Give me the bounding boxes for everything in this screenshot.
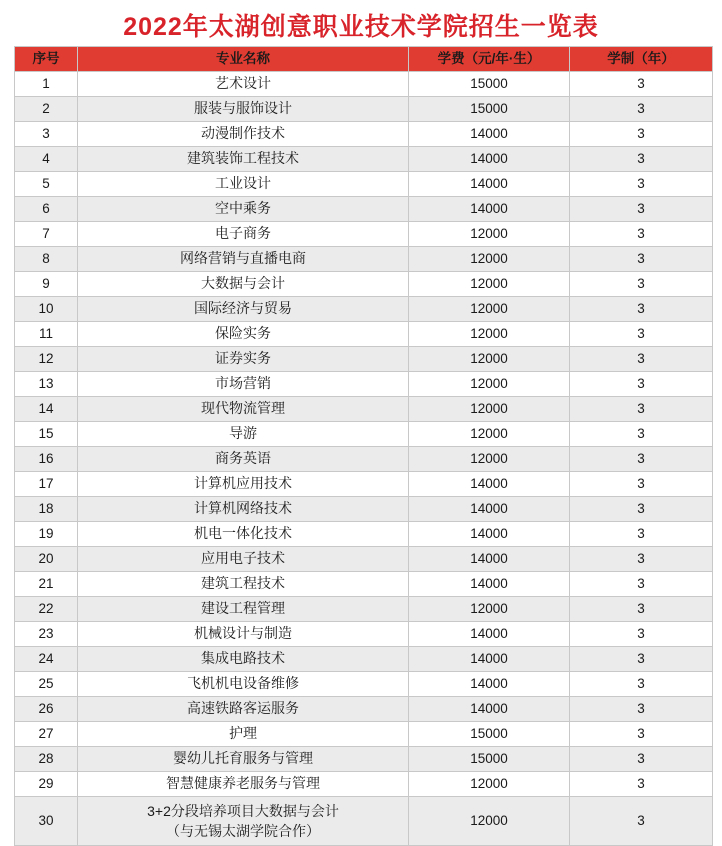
cell-no: 21	[15, 572, 78, 597]
cell-major: 现代物流管理	[78, 397, 409, 422]
cell-no: 1	[15, 72, 78, 97]
cell-no: 13	[15, 372, 78, 397]
cell-no: 7	[15, 222, 78, 247]
table-row	[15, 772, 713, 797]
cell-fee: 12000	[409, 322, 570, 347]
table-row	[15, 372, 713, 397]
table-row	[15, 622, 713, 647]
cell-major: 保险实务	[78, 322, 409, 347]
table-row	[15, 122, 713, 147]
cell-length: 3	[570, 147, 713, 172]
cell-major: 建筑工程技术	[78, 572, 409, 597]
cell-fee: 12000	[409, 297, 570, 322]
cell-major: 婴幼儿托育服务与管理	[78, 747, 409, 772]
column-header-no: 序号	[15, 47, 78, 72]
cell-length: 3	[570, 97, 713, 122]
admissions-table	[14, 46, 713, 846]
cell-length: 3	[570, 772, 713, 797]
cell-fee: 15000	[409, 722, 570, 747]
table-row	[15, 722, 713, 747]
column-header-fee: 学费（元/年·生）	[409, 47, 570, 72]
table-row	[15, 347, 713, 372]
table-body	[15, 72, 713, 846]
table-row	[15, 222, 713, 247]
cell-fee: 12000	[409, 772, 570, 797]
cell-fee: 12000	[409, 247, 570, 272]
cell-length: 3	[570, 472, 713, 497]
cell-length: 3	[570, 697, 713, 722]
cell-major: 飞机机电设备维修	[78, 672, 409, 697]
table-row	[15, 747, 713, 772]
cell-fee: 12000	[409, 222, 570, 247]
cell-no: 4	[15, 147, 78, 172]
cell-major: 空中乘务	[78, 197, 409, 222]
cell-length: 3	[570, 622, 713, 647]
cell-fee: 14000	[409, 647, 570, 672]
cell-fee: 15000	[409, 72, 570, 97]
table-row	[15, 172, 713, 197]
cell-fee: 14000	[409, 497, 570, 522]
cell-length: 3	[570, 572, 713, 597]
cell-length: 3	[570, 322, 713, 347]
cell-fee: 15000	[409, 97, 570, 122]
cell-no: 24	[15, 647, 78, 672]
table-row	[15, 297, 713, 322]
table-row	[15, 447, 713, 472]
cell-length: 3	[570, 72, 713, 97]
cell-major: 建设工程管理	[78, 597, 409, 622]
cell-no: 29	[15, 772, 78, 797]
table-row	[15, 322, 713, 347]
cell-length: 3	[570, 247, 713, 272]
cell-fee: 14000	[409, 197, 570, 222]
cell-no: 19	[15, 522, 78, 547]
table-row	[15, 797, 713, 846]
cell-fee: 12000	[409, 447, 570, 472]
cell-fee: 12000	[409, 597, 570, 622]
cell-length: 3	[570, 597, 713, 622]
cell-no: 30	[15, 797, 78, 846]
cell-major: 机械设计与制造	[78, 622, 409, 647]
table-header	[15, 47, 713, 72]
cell-major: 建筑装饰工程技术	[78, 147, 409, 172]
table-row	[15, 647, 713, 672]
cell-no: 17	[15, 472, 78, 497]
cell-fee: 14000	[409, 122, 570, 147]
cell-major: 国际经济与贸易	[78, 297, 409, 322]
cell-major-line1: 3+2分段培养项目大数据与会计	[147, 802, 339, 819]
cell-major: 集成电路技术	[78, 647, 409, 672]
cell-major: 网络营销与直播电商	[78, 247, 409, 272]
table-row	[15, 422, 713, 447]
cell-major: 工业设计	[78, 172, 409, 197]
cell-no: 8	[15, 247, 78, 272]
cell-fee: 12000	[409, 422, 570, 447]
cell-no: 10	[15, 297, 78, 322]
cell-no: 28	[15, 747, 78, 772]
cell-fee: 14000	[409, 547, 570, 572]
cell-fee: 14000	[409, 622, 570, 647]
cell-length: 3	[570, 122, 713, 147]
cell-fee: 14000	[409, 572, 570, 597]
cell-length: 3	[570, 447, 713, 472]
cell-length: 3	[570, 347, 713, 372]
cell-fee: 14000	[409, 672, 570, 697]
cell-fee: 14000	[409, 697, 570, 722]
table-row	[15, 497, 713, 522]
cell-fee: 14000	[409, 172, 570, 197]
cell-major: 计算机网络技术	[78, 497, 409, 522]
cell-no: 26	[15, 697, 78, 722]
cell-major: 动漫制作技术	[78, 122, 409, 147]
cell-no: 27	[15, 722, 78, 747]
cell-major: 导游	[78, 422, 409, 447]
table-row	[15, 672, 713, 697]
cell-major-line2: （与无锡太湖学院合作）	[166, 823, 320, 839]
table-row	[15, 522, 713, 547]
cell-fee: 14000	[409, 522, 570, 547]
cell-no: 16	[15, 447, 78, 472]
table-container	[0, 46, 722, 846]
cell-fee: 15000	[409, 747, 570, 772]
cell-length: 3	[570, 222, 713, 247]
cell-fee: 14000	[409, 472, 570, 497]
column-header-major: 专业名称	[78, 47, 409, 72]
cell-no: 20	[15, 547, 78, 572]
cell-fee: 12000	[409, 272, 570, 297]
cell-major: 高速铁路客运服务	[78, 697, 409, 722]
table-header-row	[15, 47, 713, 72]
cell-no: 9	[15, 272, 78, 297]
cell-length: 3	[570, 372, 713, 397]
cell-length: 3	[570, 297, 713, 322]
cell-major: 机电一体化技术	[78, 522, 409, 547]
cell-no: 18	[15, 497, 78, 522]
cell-major	[78, 797, 409, 846]
cell-length: 3	[570, 547, 713, 572]
cell-fee: 12000	[409, 797, 570, 846]
cell-length: 3	[570, 647, 713, 672]
table-row	[15, 247, 713, 272]
cell-length: 3	[570, 522, 713, 547]
cell-no: 3	[15, 122, 78, 147]
cell-length: 3	[570, 422, 713, 447]
cell-major: 电子商务	[78, 222, 409, 247]
cell-no: 2	[15, 97, 78, 122]
cell-length: 3	[570, 747, 713, 772]
cell-length: 3	[570, 172, 713, 197]
cell-no: 12	[15, 347, 78, 372]
cell-major: 商务英语	[78, 447, 409, 472]
cell-length: 3	[570, 722, 713, 747]
table-row	[15, 72, 713, 97]
cell-major: 艺术设计	[78, 72, 409, 97]
table-row	[15, 147, 713, 172]
page-title-bar	[0, 0, 722, 46]
cell-length: 3	[570, 272, 713, 297]
column-header-length: 学制（年）	[570, 47, 713, 72]
cell-fee: 12000	[409, 347, 570, 372]
cell-fee: 14000	[409, 147, 570, 172]
cell-length: 3	[570, 672, 713, 697]
table-row	[15, 272, 713, 297]
cell-no: 22	[15, 597, 78, 622]
cell-no: 25	[15, 672, 78, 697]
table-row	[15, 97, 713, 122]
cell-length: 3	[570, 197, 713, 222]
page-title: 2022年太湖创意职业技术学院招生一览表	[123, 13, 599, 41]
cell-major: 大数据与会计	[78, 272, 409, 297]
cell-no: 6	[15, 197, 78, 222]
cell-major: 智慧健康养老服务与管理	[78, 772, 409, 797]
cell-major: 证券实务	[78, 347, 409, 372]
cell-major: 服装与服饰设计	[78, 97, 409, 122]
cell-no: 5	[15, 172, 78, 197]
table-row	[15, 597, 713, 622]
cell-no: 15	[15, 422, 78, 447]
cell-length: 3	[570, 497, 713, 522]
table-row	[15, 697, 713, 722]
cell-no: 23	[15, 622, 78, 647]
cell-no: 11	[15, 322, 78, 347]
cell-length: 3	[570, 797, 713, 846]
table-row	[15, 572, 713, 597]
cell-no: 14	[15, 397, 78, 422]
cell-length: 3	[570, 397, 713, 422]
table-row	[15, 397, 713, 422]
table-row	[15, 472, 713, 497]
cell-major: 市场营销	[78, 372, 409, 397]
cell-major: 应用电子技术	[78, 547, 409, 572]
cell-major: 护理	[78, 722, 409, 747]
cell-major: 计算机应用技术	[78, 472, 409, 497]
table-row	[15, 547, 713, 572]
cell-fee: 12000	[409, 397, 570, 422]
table-row	[15, 197, 713, 222]
cell-fee: 12000	[409, 372, 570, 397]
